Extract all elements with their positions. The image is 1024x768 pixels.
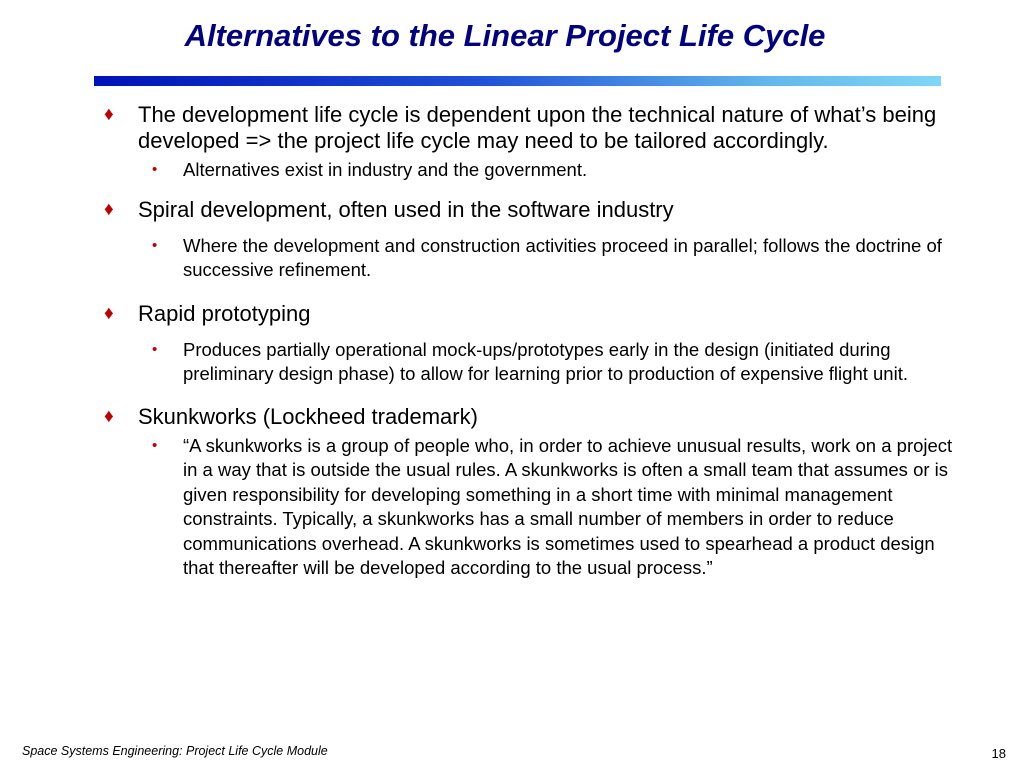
page-number: 18: [991, 746, 1006, 761]
slide-title: Alternatives to the Linear Project Life Cycle: [184, 18, 826, 53]
slide-body: [100, 100, 980, 581]
bullet-text: Rapid prototyping: [138, 300, 311, 326]
footer-course-title: Space Systems Engineering: Project Life Cycle Module: [22, 744, 328, 758]
sub-bullet-text: Produces partially operational mock-ups/prototypes early in the design (initiated during preliminary design phase) to allow for learning prior to production of expensive flight unit.: [183, 338, 908, 384]
bullet-item: [100, 102, 980, 154]
bullet-text: Spiral development, often used in the software industry: [138, 196, 674, 222]
sub-bullet-text: Alternatives exist in industry and the government.: [183, 159, 588, 180]
sub-bullet-item: [100, 434, 963, 581]
sub-bullet-text: Where the development and construction activities proceed in parallel; follows the doctrine of successive refinement.: [183, 234, 942, 280]
bullet-text: Skunkworks (Lockheed trademark): [138, 403, 478, 429]
sub-bullet-item: [100, 234, 963, 283]
diamond-bullet-icon: ♦: [104, 104, 114, 125]
diamond-bullet-icon: ♦: [104, 302, 114, 324]
bullet-item: [100, 197, 980, 223]
bullet-item: [100, 404, 980, 430]
dot-bullet-icon: •: [152, 236, 158, 254]
title-underline-bar: [94, 76, 941, 86]
sub-bullet-text: “A skunkworks is a group of people who, in order to achieve unusual results, work on a project in a way that is outside the usual rules. A skunkworks is often a small team that assumes or is given responsibility for developing something in a short time with minimal management constraints. Typically, a skunkworks has a small number of members in order to reduce communications overhead. A skunkworks is sometimes used to spearhead a product design that thereafter will be developed according to the usual process.”: [183, 434, 953, 578]
diamond-bullet-icon: ♦: [104, 198, 114, 220]
diamond-bullet-icon: ♦: [104, 405, 114, 427]
dot-bullet-icon: •: [152, 161, 158, 178]
bullet-text: The development life cycle is dependent upon the technical nature of what’s being developed => the project life cycle may need to be tailored accordingly.: [138, 102, 937, 153]
sub-bullet-item: [100, 338, 963, 387]
dot-bullet-icon: •: [152, 436, 158, 454]
bullet-item: [100, 301, 980, 327]
dot-bullet-icon: •: [152, 340, 158, 358]
sub-bullet-item: [100, 158, 963, 183]
